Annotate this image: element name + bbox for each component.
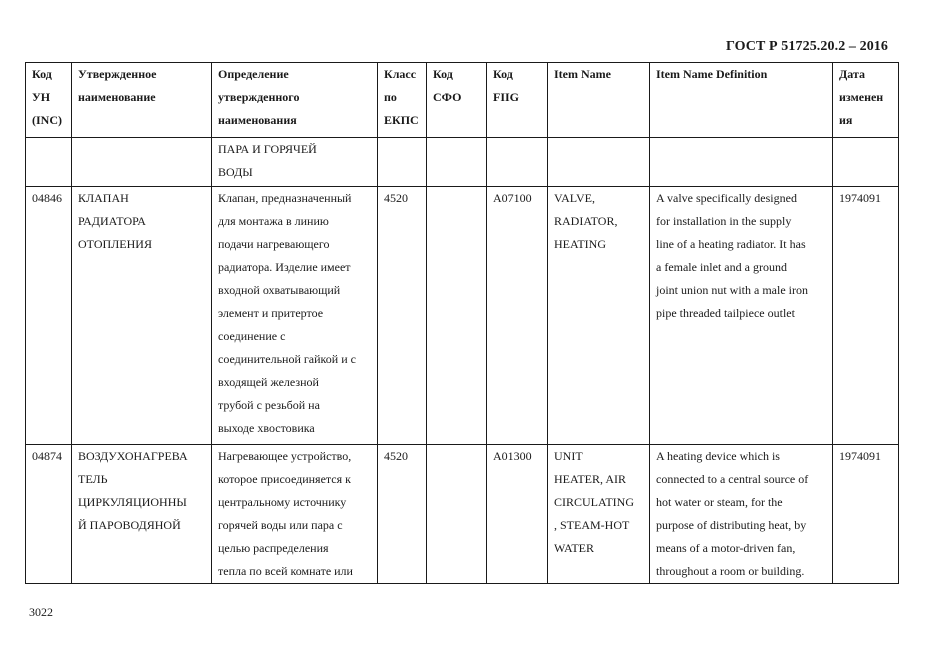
- header-row: [26, 63, 899, 138]
- header-change-date: Дата изменен ия: [833, 63, 899, 138]
- item-register-table: [25, 62, 899, 584]
- cell-item-definition: A valve specifically designed for installation in the supply line of a heating radiator. It has a female inlet and a ground joint union nut with a male iron pipe threaded tailpiece outlet: [650, 187, 833, 445]
- cell-sfo: [427, 138, 487, 187]
- header-item-name: Item Name: [548, 63, 650, 138]
- cell-item-name: VALVE, RADIATOR, HEATING: [548, 187, 650, 445]
- cell-item-name: [548, 138, 650, 187]
- cell-change-date: 1974091: [833, 187, 899, 445]
- cell-definition: Клапан, предназначенный для монтажа в линию подачи нагревающего радиатора. Изделие имеет входной охватывающий элемент и притертое соединение с соединительной гайкой и с входящей железной трубой с резьбой на выходе хвостовика: [212, 187, 378, 445]
- cell-change-date: 1974091: [833, 445, 899, 584]
- cell-item-definition: A heating device which is connected to a central source of hot water or steam, for the purpose of distributing heat, by means of a motor-driven fan, throughout a room or building.: [650, 445, 833, 584]
- header-class: Класс по ЕКПС: [378, 63, 427, 138]
- cell-fiig: [487, 138, 548, 187]
- cell-class: 4520: [378, 187, 427, 445]
- cell-inc: [26, 138, 72, 187]
- page-number: 3022: [29, 605, 53, 619]
- document-title: ГОСТ Р 51725.20.2 – 2016: [725, 39, 888, 54]
- cell-sfo: [427, 187, 487, 445]
- cell-fiig: A07100: [487, 187, 548, 445]
- cell-approved-name: ВОЗДУХОНАГРЕВА ТЕЛЬ ЦИРКУЛЯЦИОННЫ Й ПАРОВОДЯНОЙ: [72, 445, 212, 584]
- header-item-definition: Item Name Definition: [650, 63, 833, 138]
- cell-definition: ПАРА И ГОРЯЧЕЙ ВОДЫ: [212, 138, 378, 187]
- cell-sfo: [427, 445, 487, 584]
- cell-approved-name: КЛАПАН РАДИАТОРА ОТОПЛЕНИЯ: [72, 187, 212, 445]
- table-row: [26, 187, 899, 445]
- table-row: [26, 445, 899, 584]
- cell-class: [378, 138, 427, 187]
- header-sfo: Код СФО: [427, 63, 487, 138]
- cell-change-date: [833, 138, 899, 187]
- cell-item-name: UNIT HEATER, AIR CIRCULATING , STEAM-HOT WATER: [548, 445, 650, 584]
- header-inc: Код УН (INC): [26, 63, 72, 138]
- cell-inc: 04874: [26, 445, 72, 584]
- header-definition: Определение утвержденного наименования: [212, 63, 378, 138]
- cell-inc: 04846: [26, 187, 72, 445]
- cell-class: 4520: [378, 445, 427, 584]
- table-row: [26, 138, 899, 187]
- header-approved-name: Утвержденное наименование: [72, 63, 212, 138]
- cell-approved-name: [72, 138, 212, 187]
- cell-item-definition: [650, 138, 833, 187]
- cell-fiig: A01300: [487, 445, 548, 584]
- cell-definition: Нагревающее устройство, которое присоединяется к центральному источнику горячей воды или пара с целью распределения тепла по всей комнате или: [212, 445, 378, 584]
- header-fiig: Код FIIG: [487, 63, 548, 138]
